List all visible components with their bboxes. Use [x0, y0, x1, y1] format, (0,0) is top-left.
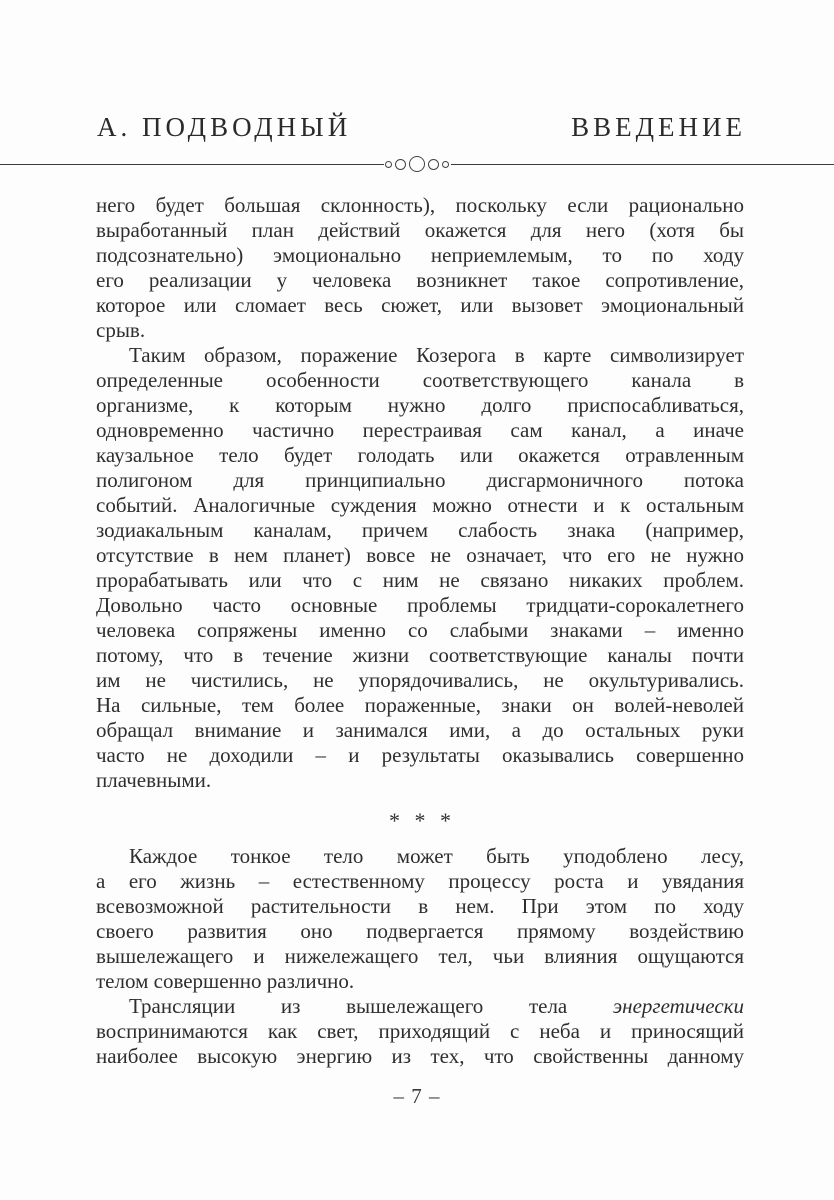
text-line: отсутствие в нем планет) вовсе не означает, что его не нужно [96, 543, 744, 567]
text-line: вышележащего и нижележащего тел, чьи влияния ощущаются [96, 944, 744, 968]
text-line: него будет большая склонность), поскольку если рационально [96, 193, 744, 217]
text-line: им не чистились, не упорядочивались, не окультуривались. [96, 668, 744, 692]
text-line: Таким образом, поражение Козерога в карте символизирует [129, 343, 744, 367]
text-line: прорабатывать или что с ним не связано никаких проблем. [96, 568, 744, 592]
text-line: его реализации у человека возникнет такое сопротивление, [96, 268, 744, 292]
text-line: всевозможной растительности в нем. При этом по ходу [96, 894, 744, 918]
text-line: одновременно частично перестраивая сам канал, а иначе [96, 418, 744, 442]
text-line: Каждое тонкое тело может быть уподоблено лесу, [129, 844, 744, 868]
ornament-circle [409, 156, 425, 172]
text-line: каузальное тело будет голодать или окажется отравленным [96, 443, 744, 467]
ornament-circle [442, 161, 449, 168]
divider-rule-right [451, 164, 834, 165]
text-line: воспринимаются как свет, приходящий с неба и приносящий [96, 1019, 744, 1043]
ornament-circle [395, 159, 406, 170]
text-line: определенные особенности соответствующего канала в [96, 368, 744, 392]
text-line: срыв. [96, 318, 146, 342]
running-head [97, 112, 746, 143]
text-line: выработанный план действий окажется для него (хотя бы [96, 218, 744, 242]
text-line: Довольно часто основные проблемы тридцати-сорокалетнего [96, 593, 744, 617]
section-separator: * * * [389, 808, 451, 833]
text-line [96, 994, 744, 1019]
text-line: часто не доходили – и результаты оказывались совершенно [96, 743, 744, 767]
text-line: человека сопряжены именно со слабыми знаками – именно [96, 618, 744, 642]
text-line: которое или сломает весь сюжет, или вызовет эмоциональный [96, 293, 744, 317]
text-line: полигоном для принципиально дисгармоничного потока [96, 468, 744, 492]
header-author: А. ПОДВОДНЫЙ [97, 112, 352, 142]
header-chapter: ВВЕДЕНИЕ [571, 112, 746, 142]
text-line: На сильные, тем более пораженные, знаки он волей-неволей [96, 693, 744, 717]
text-line: плачевными. [96, 768, 212, 792]
text-segment: Трансляции из вышележащего тела [129, 994, 613, 1018]
text-line: а его жизнь – естественному процессу роста и увядания [96, 869, 744, 893]
divider-ornament-circles-icon [384, 156, 451, 172]
text-line: обращал внимание и занимался ими, а до остальных руки [96, 718, 744, 742]
divider-rule-left [0, 164, 384, 165]
text-line: событий. Аналогичные суждения можно отнести и к остальным [96, 493, 744, 517]
ornament-circle [385, 161, 392, 168]
italic-text: энергетически [612, 994, 744, 1018]
text-line: наиболее высокую энергию из тех, что свойственны данному [96, 1044, 744, 1068]
text-line: зодиакальным каналам, причем слабость знака (например, [96, 518, 744, 542]
page-number: – 7 – [393, 1084, 441, 1108]
ornament-circle [428, 159, 439, 170]
body-text [96, 193, 744, 1069]
header-divider [0, 155, 834, 173]
text-line: своего развития оно подвергается прямому воздействию [96, 919, 744, 943]
text-line: организме, к которым нужно долго приспосабливаться, [96, 393, 744, 417]
text-line: подсознательно) эмоционально неприемлемым, то по ходу [96, 243, 744, 267]
text-line: телом совершенно различно. [96, 969, 355, 993]
text-line: потому, что в течение жизни соответствующие каналы почти [96, 643, 744, 667]
